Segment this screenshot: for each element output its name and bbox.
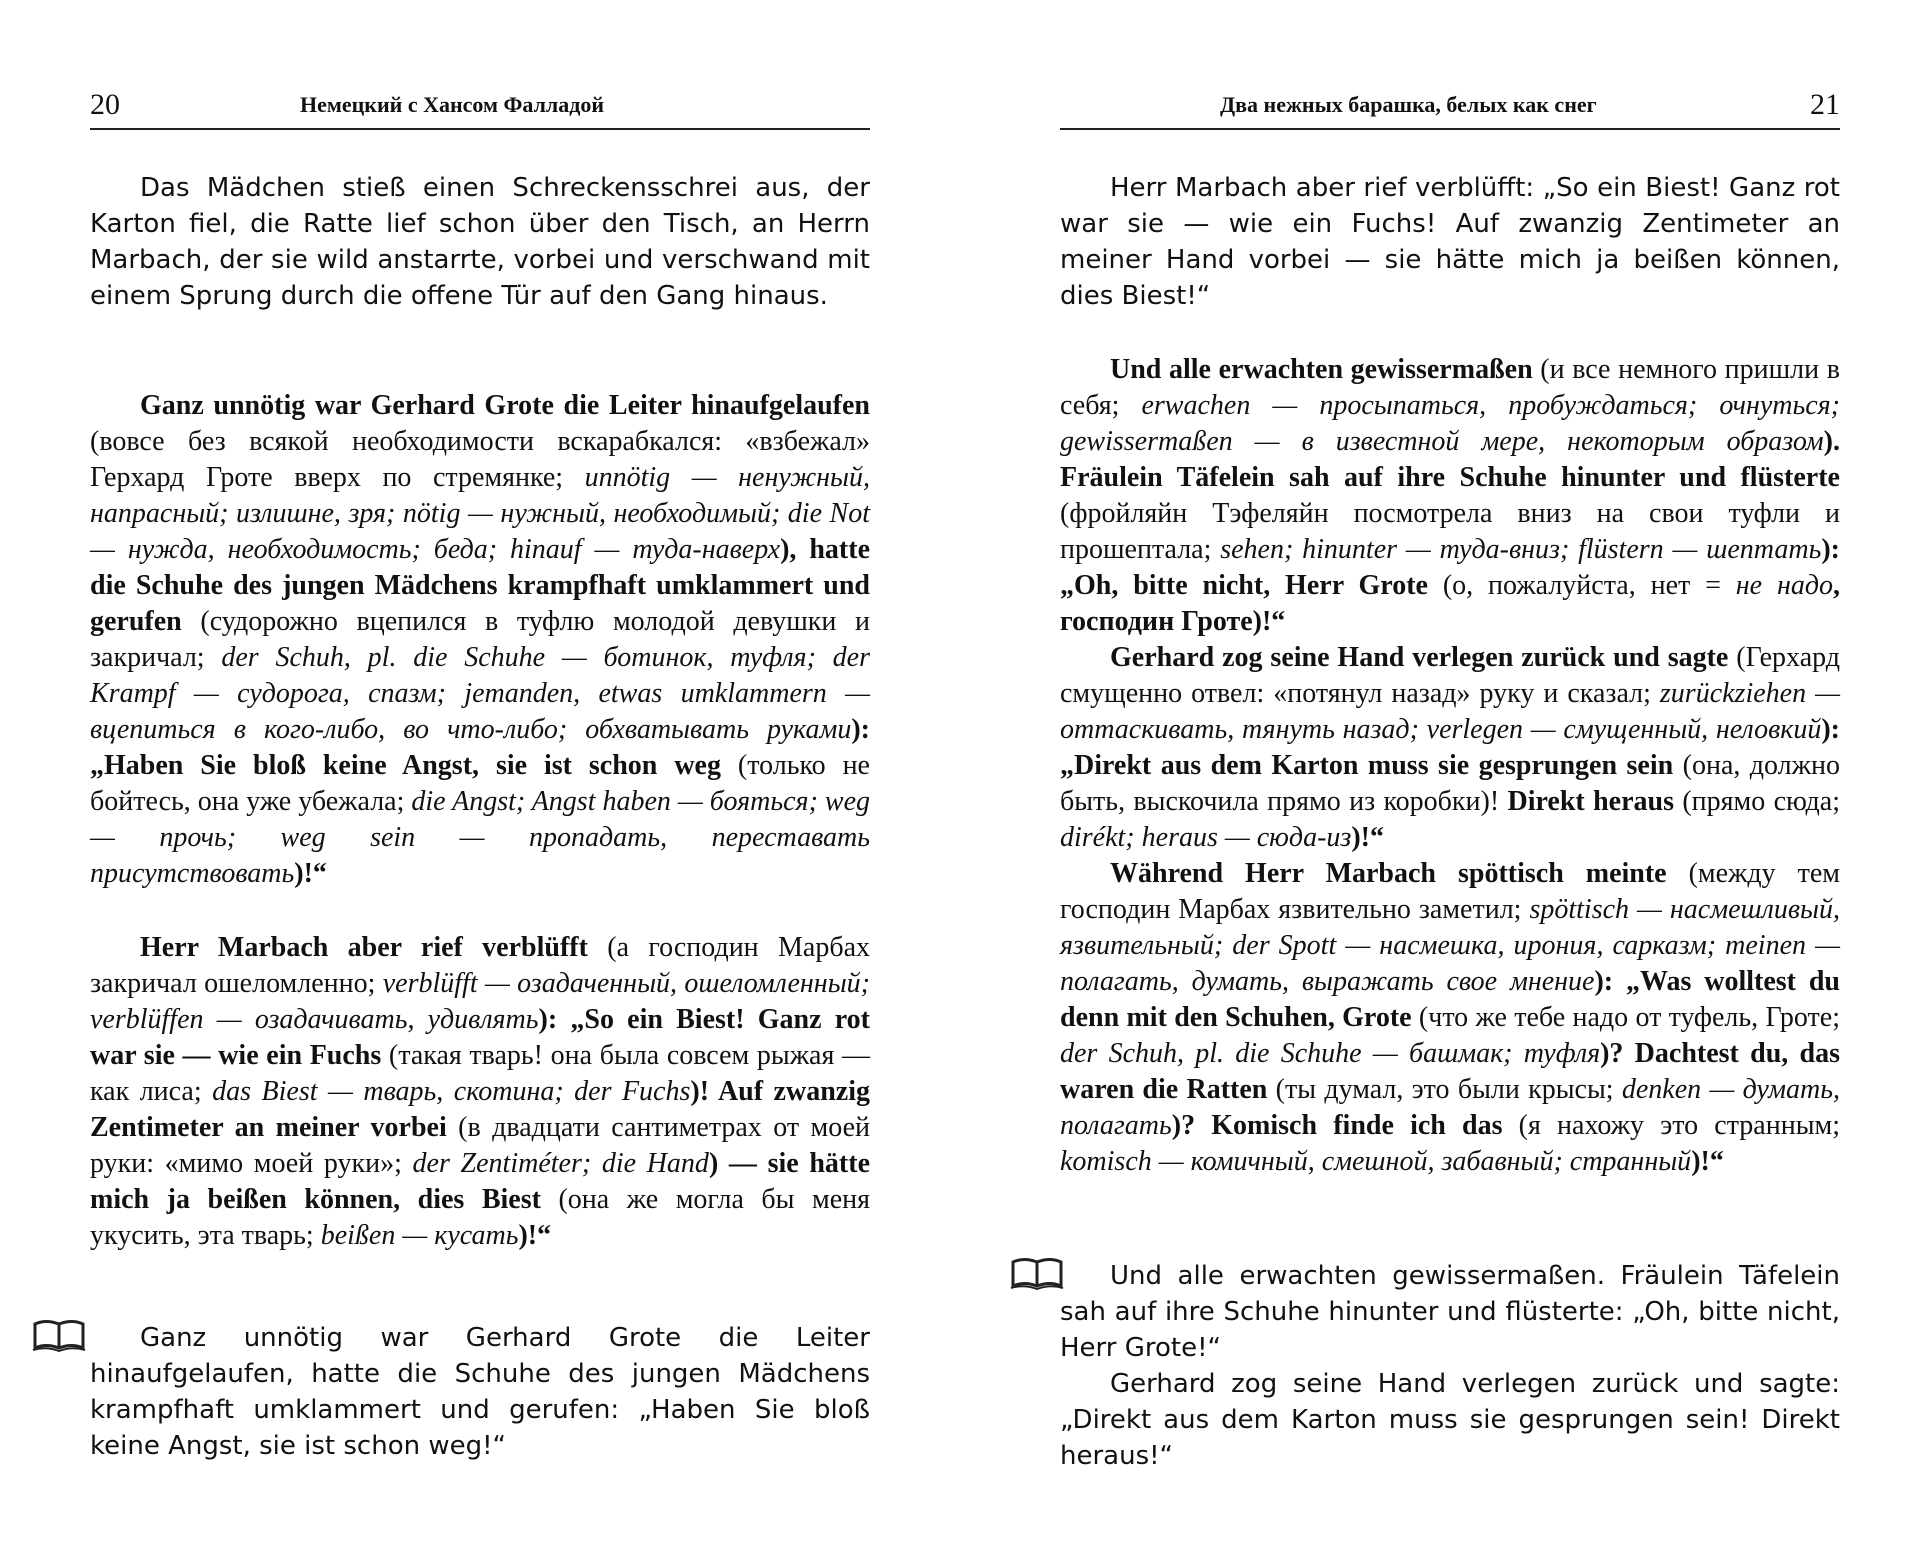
page-header xyxy=(90,88,870,130)
german-paragraph: Herr Marbach aber rief verblüfft: „So ein Biest! Ganz rot war sie — wie ein Fuchs! Auf zwanzig Zentimeter an meiner Hand vorbei — sie hätte mich ja beißen können, dies Biest!“ xyxy=(1060,173,1840,311)
right-page xyxy=(1060,0,1840,1568)
reading-text: Und alle erwachten gewissermaßen. Fräulein Täfelein sah auf ihre Schuhe hinunter und flüsterte: „Oh, bitte nicht, Herr Grote!“ Gerhard zog seine Hand verlegen zurück und sagte: „Direkt aus dem Karton muss sie gesprungen sein! Direkt heraus!“ xyxy=(1060,1261,1840,1471)
reading-text: Ganz unnötig war Gerhard Grote die Leiter hinaufgelaufen, hatte die Schuhe des jungen Mädchens krampfhaft umklammert und gerufen: „Haben Sie bloß keine Angst, sie ist schon weg!“ xyxy=(90,1323,870,1461)
annotated-paragraph: Und alle erwachten gewissermaßen (и все немного пришли в себя; erwachen — просыпаться, пробуждаться; очнуться; gewissermaßen — в известной мере, некоторым образом). Fräulein Täfelein sah auf ihre Schuhe hinunter und flüsterte (фройляйн Тэфеляйн посмотрела вниз на свои туфли и прошептала; sehen; hinunter — туда-вниз; flüstern — шептать): „Oh, bitte nicht, Herr Grote (о, пожалуйста, нет = не надо, господин Гроте)!“ Gerhard zog seine Hand verlegen zurück und sagte (Герхард смущенно отвел: «потянул назад» руку и сказал; zurückziehen — оттаскивать, тянуть назад; verlegen — смущенный, неловкий): „Direkt aus dem Karton muss sie gesprungen sein (она, должно быть, выскочила прямо из коробки)! Direkt heraus (прямо сюда; dirékt; heraus — сюда-из)!“ Während Herr Marbach spöttisch meinte (между тем господин Марбах язвительно заметил; spöttisch — насмешливый, язвительный; der Spott — насмешка, ирония, сарказм; meinen — полагать, думать, выражать свое мнение): „Was wolltest du denn mit den Schuhen, Grote (что же тебе надо от туфель, Гроте; der Schuh, pl. die Schuhe — башмак; туфля)? Dachtest du, das waren die Ratten (ты думал, это были крысы; denken — думать, полагать)? Komisch finde ich das (я нахожу это странным; komisch — комичный, смешной, забавный; странный)!“ xyxy=(1060,354,1841,1177)
running-title: Два нежных барашка, белых как снег xyxy=(1220,92,1597,117)
german-paragraph: Das Mädchen stieß einen Schreckensschrei aus, der Karton fiel, die Ratte lief schon über den Tisch, an Herrn Marbach, der sie wild anstarrte, vorbei und verschwand mit einem Sprung durch die offene Tür auf den Gang hinaus. xyxy=(90,173,870,311)
annotated-paragraph: Herr Marbach aber rief verblüfft (а господин Марбах закричал ошеломленно; verblüfft — озадаченный, ошеломленный; verblüffen — озадачивать, удивлять): „So ein Biest! Ganz rot war sie — wie ein Fuchs (такая тварь! она была совсем рыжая — как лиса; das Biest — тварь, скотина; der Fuchs)! Auf zwanzig Zentimeter an meiner vorbei (в двадцати сантиметрах от моей руки: «мимо моей руки»; der Zentiméter; die Hand) — sie hätte mich ja beißen können, dies Biest (она же могла бы меня укусить, эта тварь; beißen — кусать)!“ xyxy=(90,932,871,1251)
annotated-paragraph: Ganz unnötig war Gerhard Grote die Leiter hinaufgelaufen (вовсе без всякой необходимости вскарабкался: «взбежал» Герхард Гроте вверх по стремянке; unnötig — ненужный, напрасный; излишне, зря; nötig — нужный, необходимый; die Not — нужда, необходимость; беда; hinauf — туда-наверх), hatte die Schuhe des jungen Mädchens krampfhaft umklammert und gerufen (судорожно вцепился в туфлю молодой девушки и закричал; der Schuh, pl. die Schuhe — ботинок, туфля; der Krampf — судорога, спазм; jemanden, etwas umklammern — вцепиться в кого-либо, во что-либо; обхватывать руками): „Haben Sie bloß keine Angst, sie ist schon weg (только не бойтесь, она уже убежала; die Angst; Angst haben — бояться; weg — прочь; weg sein — пропадать, переставать присутствовать)!“ xyxy=(90,390,871,889)
page-number: 20 xyxy=(90,88,120,121)
page-header xyxy=(1060,88,1840,130)
left-page xyxy=(90,0,870,1568)
page-number: 21 xyxy=(1810,88,1840,121)
open-book-icon xyxy=(1010,1256,1064,1292)
running-title: Немецкий с Хансом Фалладой xyxy=(300,92,605,117)
open-book-icon xyxy=(32,1318,86,1354)
